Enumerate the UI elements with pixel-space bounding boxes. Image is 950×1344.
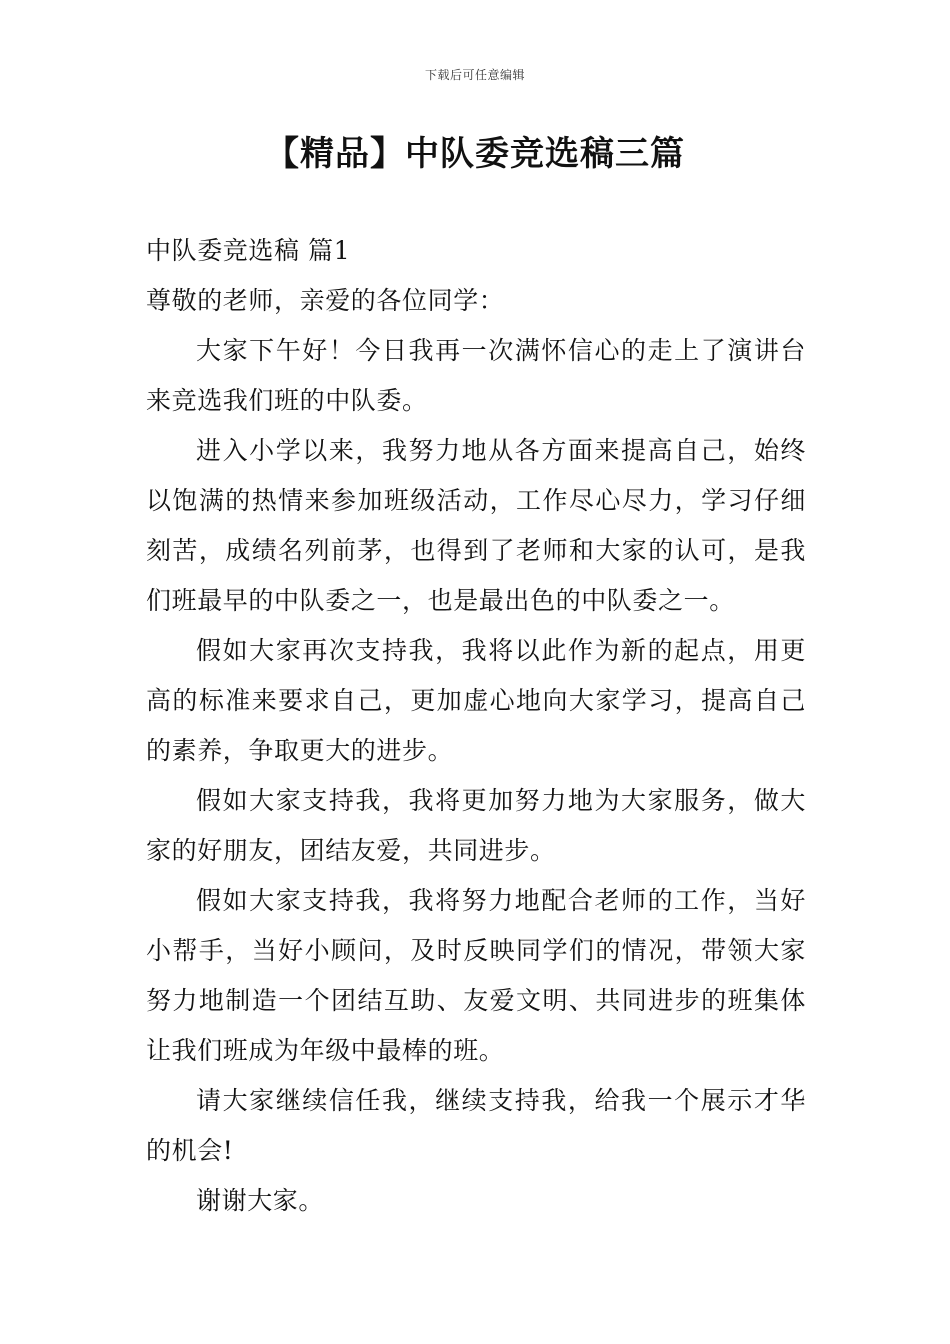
- paragraph-pledge-1: 假如大家再次支持我，我将以此作为新的起点，用更高的标准来要求自己，更加虚心地向大家学习，提高自己的素养，争取更大的进步。: [146, 636, 806, 765]
- paragraph-request: 请大家继续信任我，继续支持我，给我一个展示才华的机会!: [146, 1086, 806, 1165]
- section-heading: 中队委竞选稿 篇1: [146, 236, 351, 265]
- salutation: 尊敬的老师，亲爱的各位同学：: [146, 286, 505, 315]
- document-title: 【精品】中队委竞选稿三篇: [265, 134, 685, 174]
- paragraph-pledge-2: 假如大家支持我，我将更加努力地为大家服务，做大家的好朋友，团结友爱，共同进步。: [146, 786, 806, 865]
- document-body: [146, 226, 806, 1226]
- paragraph-background: 进入小学以来，我努力地从各方面来提高自己，始终以饱满的热情来参加班级活动，工作尽心尽力，学习仔细刻苦，成绩名列前茅，也得到了老师和大家的认可，是我们班最早的中队委之一，也是最出色的中队委之一。: [146, 436, 806, 615]
- paragraph-thanks: 谢谢大家。: [196, 1186, 325, 1215]
- header-note: 下载后可任意编辑: [424, 68, 525, 82]
- paragraph-greeting: 大家下午好！今日我再一次满怀信心的走上了演讲台来竞选我们班的中队委。: [146, 336, 806, 415]
- paragraph-pledge-3: 假如大家支持我，我将努力地配合老师的工作，当好小帮手，当好小顾问，及时反映同学们的情况，带领大家努力地制造一个团结互助、友爱文明、共同进步的班集体让我们班成为年级中最棒的班。: [146, 886, 806, 1065]
